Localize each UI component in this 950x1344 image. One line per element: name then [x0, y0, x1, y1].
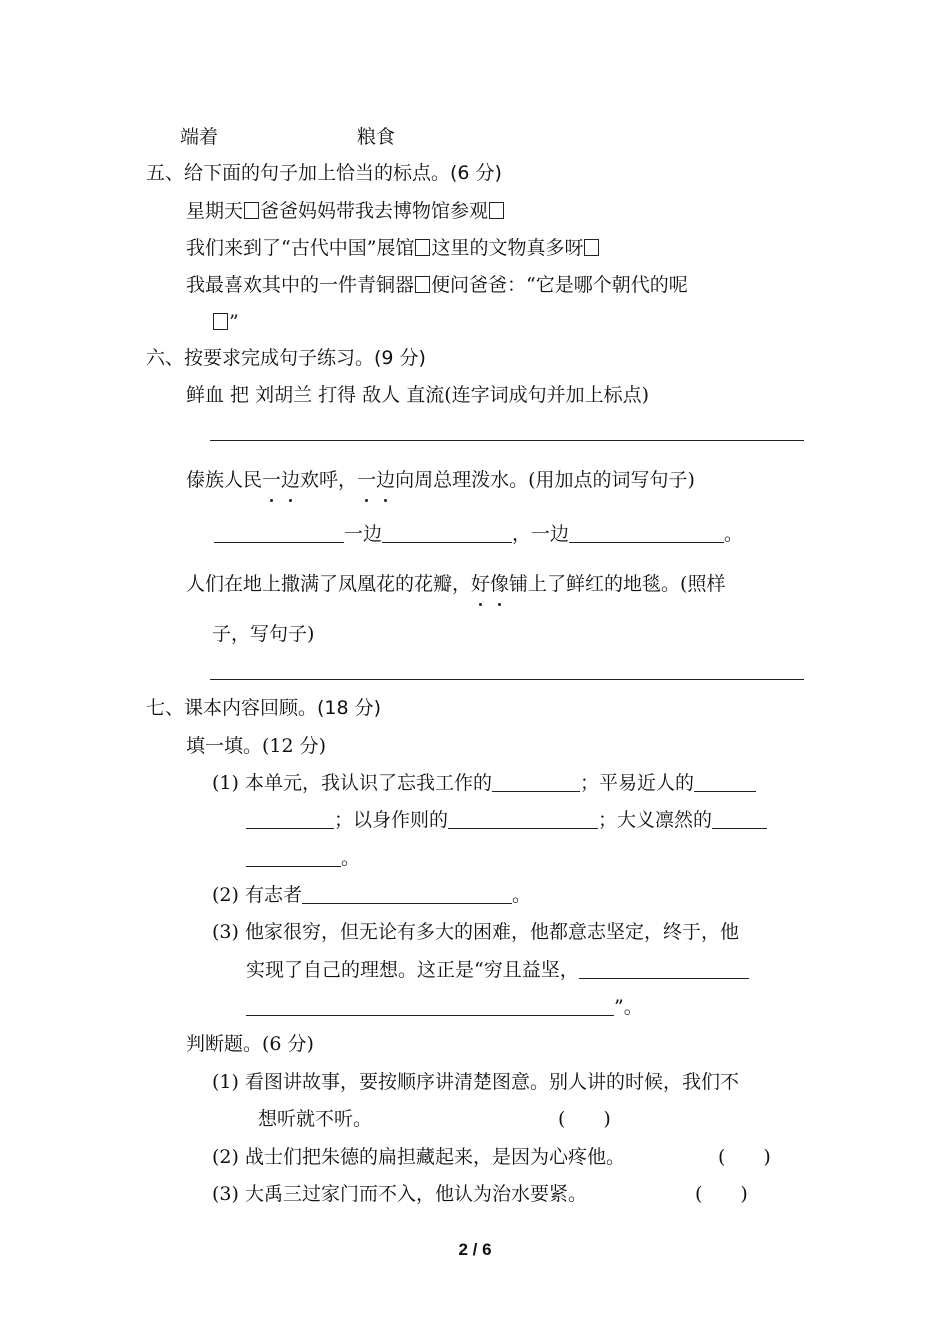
punct-box[interactable]: [244, 202, 259, 219]
dotted-word: 一边: [357, 469, 396, 491]
j2-line: (2) 战士们把朱德的扁担藏起来，是因为心疼他。: [212, 1146, 625, 1168]
q5-line-2-a: 我们来到了“古代中国”展馆: [186, 237, 415, 259]
dotted-word: 好像: [471, 573, 510, 595]
f1-line-3: [246, 845, 360, 871]
f1-b: ；平易近人的: [579, 772, 694, 794]
q6-sentence-1: 鲜血 把 刘胡兰 打得 敌人 直流(连字词成句并加上标点): [186, 384, 650, 406]
f2-line: [212, 882, 531, 908]
s2-b: 欢呼，: [300, 469, 358, 491]
answer-line[interactable]: [210, 679, 804, 680]
blank-field[interactable]: [214, 524, 344, 543]
blank-field[interactable]: [302, 885, 512, 904]
fill-title: 填一填。(12 分): [186, 735, 327, 757]
q6-fill-line: [214, 521, 743, 547]
q6-sentence-3-cont: 子，写句子): [212, 623, 315, 645]
punct-box[interactable]: [415, 239, 430, 256]
punct-box[interactable]: [489, 202, 504, 219]
j1-line-1: (1) 看图讲故事，要按顺序讲清楚图意。别人讲的时候，我们不: [212, 1071, 739, 1093]
blank-field[interactable]: [492, 773, 580, 792]
s3-a: 人们在地上撒满了凤凰花的花瓣，: [186, 573, 472, 595]
j2-paren[interactable]: ( ): [718, 1146, 771, 1168]
f1-line-2: [246, 807, 767, 833]
s2-a: 傣族人民: [186, 469, 263, 491]
q5-line-1-a: 星期天: [186, 200, 244, 222]
f3-b: 实现了自己的理想。这正是“穷且益坚，: [246, 959, 579, 981]
answer-line[interactable]: [210, 440, 804, 441]
j1-paren[interactable]: ( ): [558, 1108, 611, 1130]
punct-box[interactable]: [415, 276, 430, 293]
f1-line-1: [212, 770, 756, 796]
j3-paren[interactable]: ( ): [695, 1183, 748, 1205]
blank-field[interactable]: [448, 810, 598, 829]
blank-field[interactable]: [569, 524, 724, 543]
judge-title: 判断题。(6 分): [186, 1033, 314, 1055]
blank-field[interactable]: [246, 848, 341, 867]
q5-line-2: [186, 235, 600, 261]
f1-e: 。: [341, 847, 361, 869]
q5-line-4: [212, 309, 239, 335]
f1-a: (1) 本单元，我认识了忘我工作的: [212, 772, 492, 794]
q5-line-1: [186, 198, 505, 224]
blank-field[interactable]: [694, 773, 756, 792]
q5-line-3-a: 我最喜欢其中的一件青铜器: [186, 274, 415, 296]
q5-line-3: [186, 272, 688, 298]
q7-title: 七、课本内容回顾。(18 分): [146, 697, 382, 719]
blank-field[interactable]: [246, 997, 614, 1016]
f2-b: 。: [511, 884, 531, 906]
page-number: 2 / 6: [458, 1240, 492, 1259]
f3-c: ”。: [614, 996, 643, 1018]
f3-line-1: (3) 他家很穷，但无论有多大的困难，他都意志坚定，终于，他: [212, 921, 739, 943]
f1-d: ；大义凛然的: [598, 809, 713, 831]
top-word-1: 端着: [180, 126, 219, 148]
q6-title: 六、按要求完成句子练习。(9 分): [146, 347, 426, 369]
blank-field[interactable]: [712, 810, 767, 829]
fill-word-2: ，一边: [512, 523, 570, 545]
q5-line-2-b: 这里的文物真多呀: [431, 237, 584, 259]
blank-field[interactable]: [382, 524, 512, 543]
punct-box[interactable]: [213, 313, 228, 330]
q5-line-4-quote: ”: [229, 311, 239, 333]
blank-field[interactable]: [246, 810, 334, 829]
f2-a: (2) 有志者: [212, 884, 302, 906]
fill-end: 。: [724, 523, 744, 545]
fill-word-1: 一边: [344, 523, 383, 545]
top-word-2: 粮食: [357, 126, 396, 148]
q5-line-3-b: 便问爸爸：“它是哪个朝代的呢: [431, 274, 688, 296]
s3-b: 铺上了鲜红的地毯。(照样: [509, 573, 726, 595]
s2-c: 向周总理泼水。(用加点的词写句子): [395, 469, 695, 491]
blank-field[interactable]: [579, 960, 749, 979]
f1-c: ；以身作则的: [334, 809, 449, 831]
f3-line-3: [246, 994, 643, 1020]
f3-line-2: [246, 957, 749, 983]
q6-sentence-2: [186, 467, 695, 493]
q5-line-1-b: 爸爸妈妈带我去博物馆参观: [260, 200, 489, 222]
punct-box[interactable]: [584, 239, 599, 256]
dotted-word: 一边: [262, 469, 301, 491]
q6-sentence-3: [186, 571, 725, 597]
j1-line-2: 想听就不听。: [258, 1108, 373, 1130]
q5-title: 五、给下面的句子加上恰当的标点。(6 分): [146, 162, 502, 184]
j3-line: (3) 大禹三过家门而不入，他认为治水要紧。: [212, 1183, 587, 1205]
